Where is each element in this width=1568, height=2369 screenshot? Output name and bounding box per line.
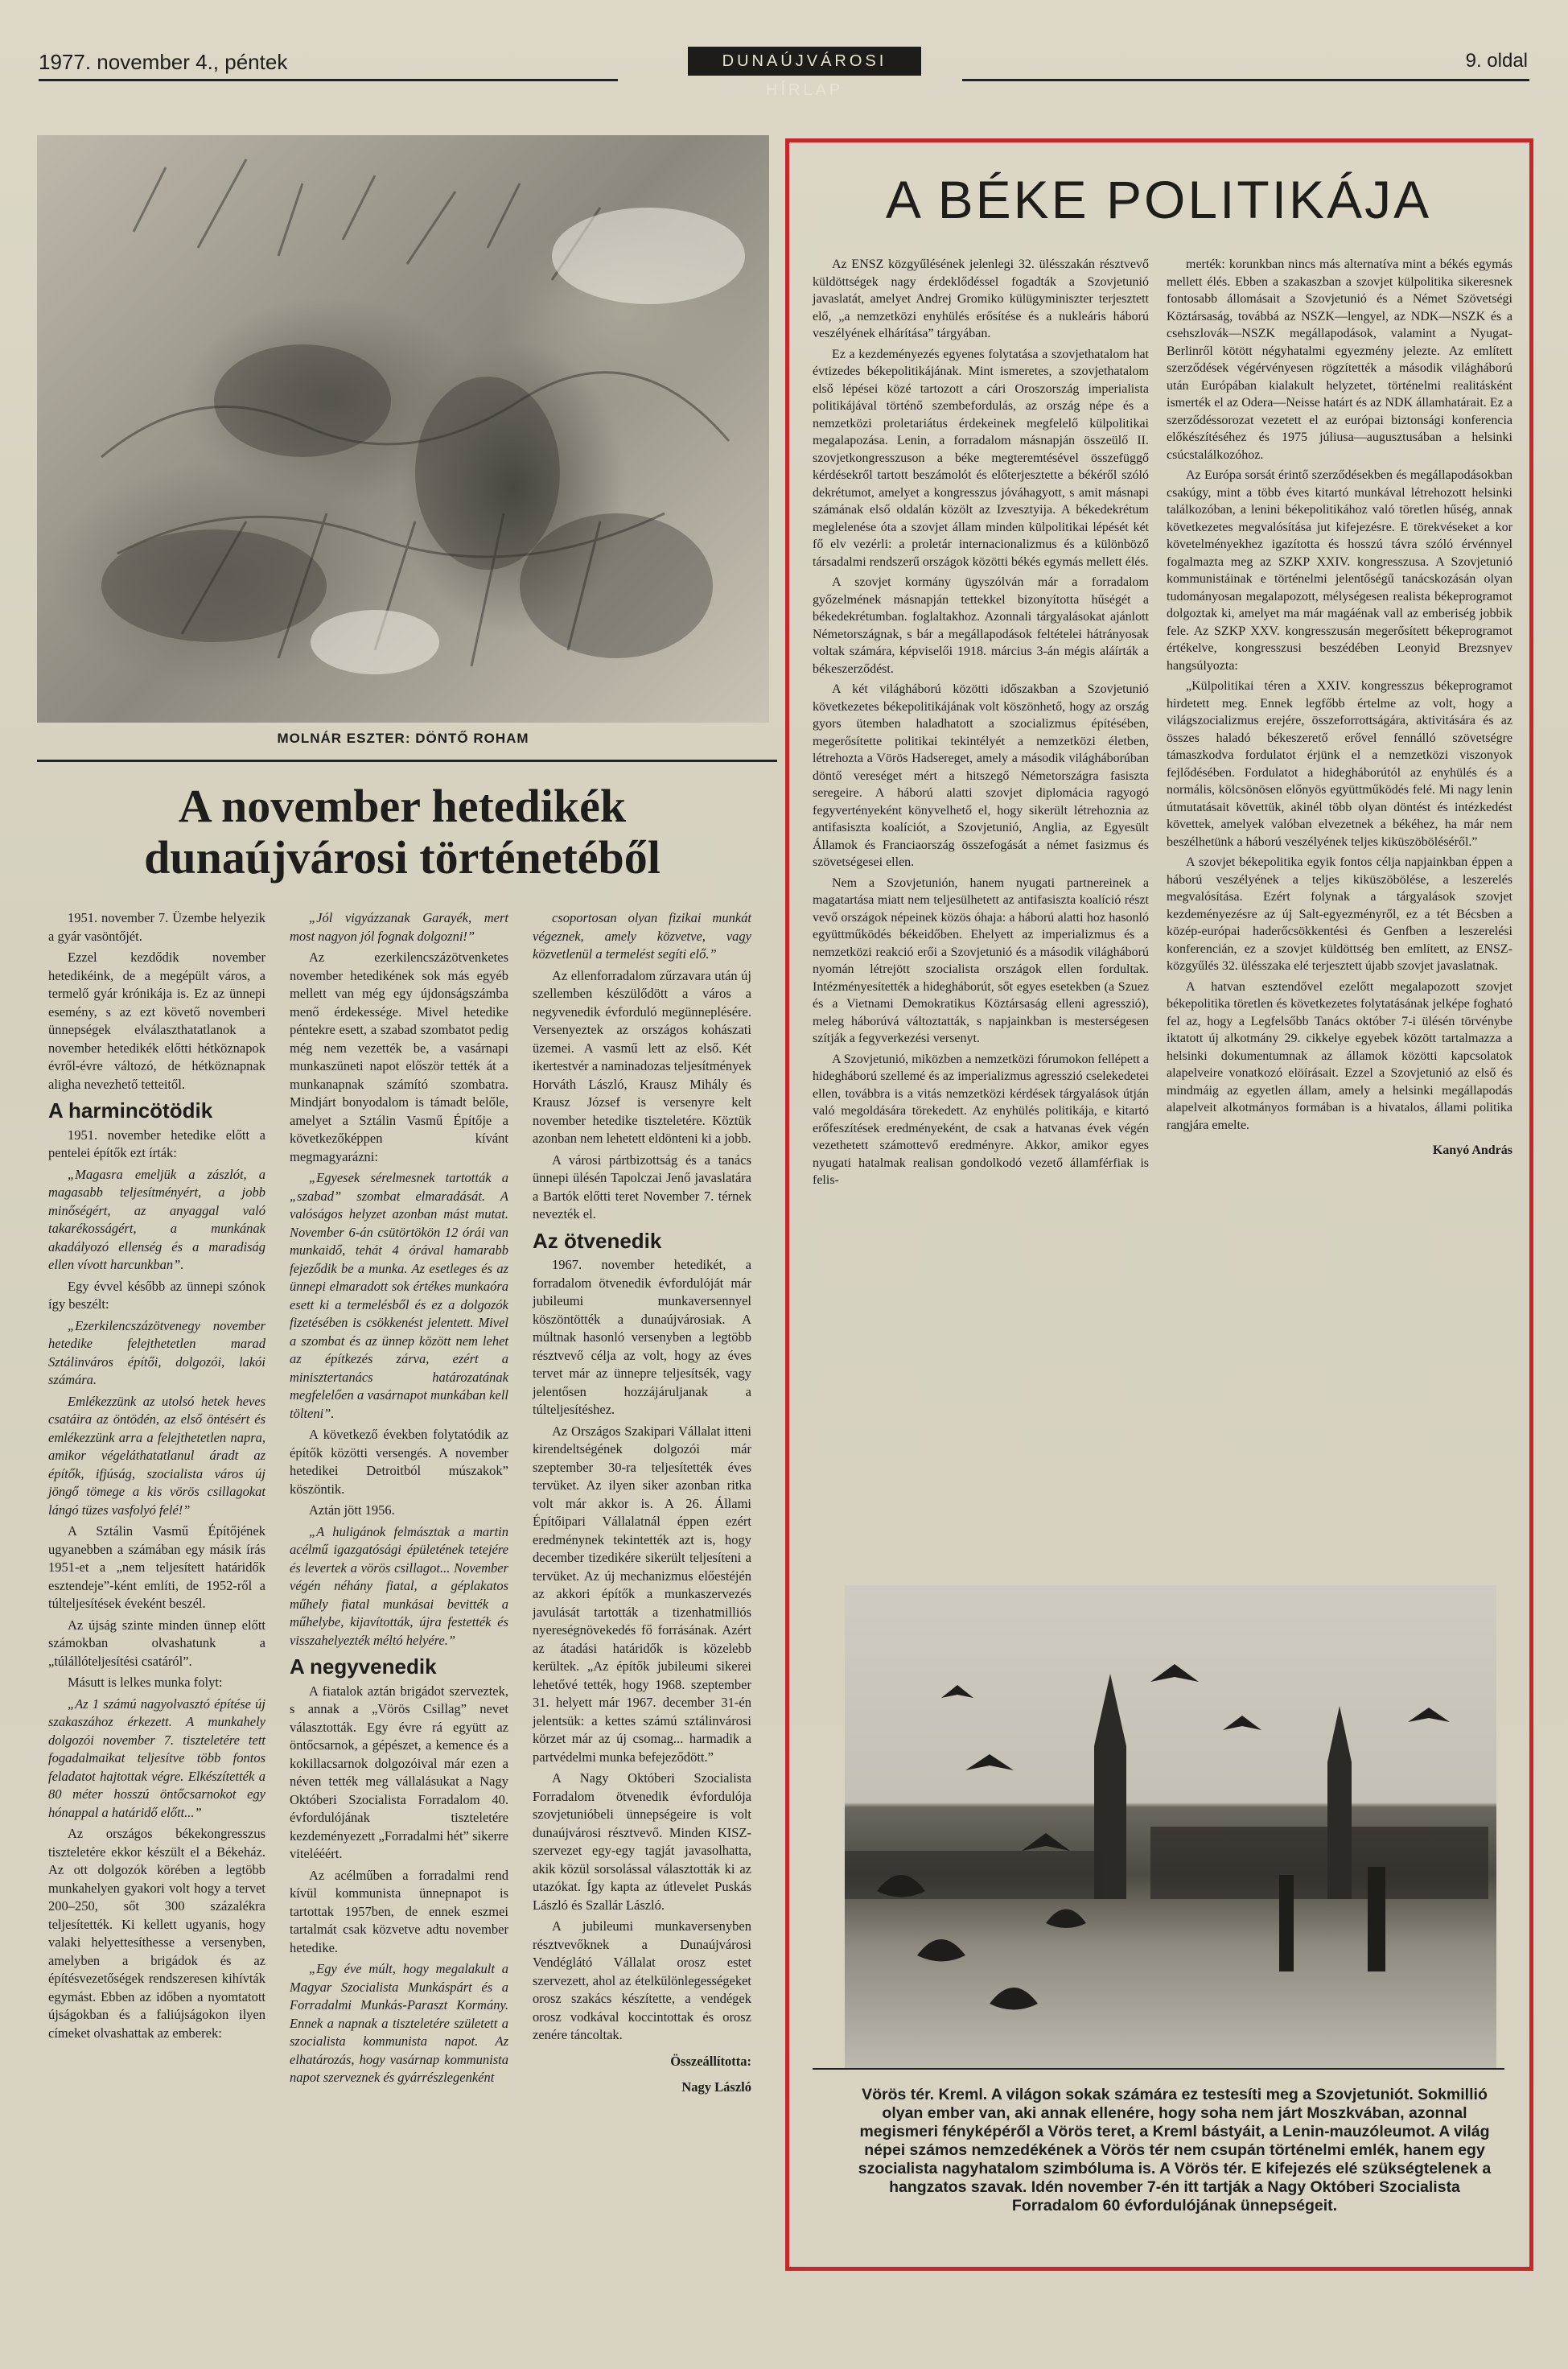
left-headline: A november hetedikék dunaújvárosi történetéből xyxy=(144,780,661,884)
paragraph: Nem a Szovjetunión, hanem nyugati partnereinek a magatartása miatt nem teljesülhetett az antifasiszta koalíció részt vevő országok népeinek közös óhaja: a háború alatti hoz hasonló együttműködés békeidőben. Ehelyett az imperializmus és a nemzetközi reakció erői a Szovjetunió és a második világháború nyomán létrejött szocialista országok ellen fordultak. Intézményesítették a hidegháborút, sőt egyes esetekben (a Szuez és a Vietnami Demokratikus Köztársaság elleni agresszió), meleg háborúvá változtatták, s napjainkban is mesterségesen szítják a fegyverkezési versenyt. xyxy=(813,876,1149,1045)
paragraph: Ez a kezdeményezés egyenes folytatása a szovjethatalom hat évtizedes békepolitikájának. Mint ismeretes, a szovjethatalom első lépései közé tartozott a cári Oroszország imperialista politikájával történő szembefordulás, az ország népe és a nemzetközi proletariátus érdekeinek megfelelő külpolitikai megalapozása. Lenin, a forradalom másnapján összeülő II. szovjetkongresszuson a béke megteremtésével összefüggő kérdésekről tartott beszámolót és előterjesztette a békéről szóló dekrétumot, amelyet a kongresszus jóváhagyott, s amit másnapi számának első oldalán közölt az Izvesztyija. A békedekrétum meglelenése óta a szovjet állam minden külpolitikai lépését két fő elv vezérli: a proletár internacionalizmus és a különböző társadalmi rendszerű országok közötti békés egymás mellett élés. xyxy=(813,347,1149,569)
author-name: Nagy László xyxy=(681,2079,751,2095)
paragraph: Az acélműben a forradalmi rend kívül kommunista ünnepnapot is tartottak 1957ben, de ennek eszmei tartalmát csak közvetve adtu november hetedike. xyxy=(290,1867,508,1955)
paragraph: merték: korunkban nincs más alternatíva mint a békés egymás mellett élés. Ebben a szakaszban a szovjet külpolitika sikeresnek fontosabb állomásait a Szovjetunió és a Német Szövetségi Köztársaság, továbbá az NSZK—lengyel, az NDK—NSZK és a csehszlovák—NSZK megállapodások, valamint a Nyugat-Berlinről kötött négyhatalmi egyezmény jelezte. Az említett szerződések végérvényesen rögzítették a második világháború után Európában kialakult helyzetet, történelmi realitásként ismerték el az Odera—Neisse határt és az NDK államhatárait. Ez a szerződéssorozat vezetett el az európai biztonsági konferencia előkészítéséhez és 1975 júliusa—augusztusában a helsinki csúcstalálkozóhoz. xyxy=(1167,258,1512,462)
box-col-2 xyxy=(1167,256,1512,1163)
left-article-col-3 xyxy=(533,909,751,2100)
paragraph: A két világháború közötti időszakban a Szovjetunió következetes békepolitikájának volt köszönhető, hogy az ország gyors ütemben haladhatott a szocializmus építésében, megerősítette politikai tekintélyét a nemzetközi életben, létrehozta a Vörös Hadsereget, amely a második világháborúban döntő vereséget mért a hitszegő Németországra fasiszta seregeire. A háború alatti szovjet diplomácia ragyogó fegyvertényeként könyvelhető el, hogy sikerült létrehoznia az antifasiszta koalíciót, a Szovjetunió, Anglia, az Egyesült Államok és Franciaország összefogását a német fasizmus és szövetségesei ellen. xyxy=(813,682,1149,869)
paragraph: A jubileumi munkaversenyben résztvevőknek a Dunaújvárosi Vendéglátó Vállalat orosz estet szervezett, ahol az ételkülönlegességeket orosz szakács készítette, a vendégek orosz vodkával koccintottak és orosz zenére táncoltak. xyxy=(533,1918,751,2042)
paragraph: „Külpolitikai téren a XXIV. kongresszus békeprogramot hirdetett meg. Ennek legfőbb értelme az volt, hogy a világszocializmus erejére, összeforrottságára, aktivitására és az összes haladó békeszerető erővel fennálló szövetségre támaszkodva fordulatot érjünk el a nemzetközi viszonyok fejlődésében. Fordulatot a hidegháborútól az enyhülés és a normális, kölcsönösen előnyös együttműködés felé. Mi nagy lenin útmutatásait követtük, akinél több olyan döntést és intézkedést követtek, amelyek valóban elvezetnek a békéhez, ha már nem beszélhetünk a háború veszélyének teljes kiküszöböléséről.” xyxy=(1167,679,1512,849)
paragraph: 1951. november 7. Üzembe helyezik a gyár vasöntőjét. xyxy=(48,910,265,944)
paragraph: Az országos békekongresszus tiszteletére ekkor készült el a Békeház. Az ott dolgozók körében a legtöbb munkahelyen gyakori volt hogy a tervet 200–250, sőt 300 százalékra teljesítették. Ki kellett ugyanis, hogy valaki helyettesíthesse a versenyben, amelyben a brigádok és az építésvezetőségek rendszeresen kihívták egymást. Ebben az időben a nyomtatott újságokban és a faliújságokon ilyen címeket olvashattak az emberek: xyxy=(48,1826,265,2041)
subheading: A harmincötödik xyxy=(48,1098,213,1123)
photo-caption-rule xyxy=(813,2068,1504,2070)
paragraph: 1967. november hetedikét, a forradalom ötvenedik évfordulóját már jubileumi munkaversennyel köszöntötték a dunaújvárosiak. A múltnak hasonló versenyben a legtöbb résztvevő célja az volt, hogy az éves tervet már az ünnepre teljesítsék, vagy jelentősen hozzájáruljanak a túlteljesítéshez. xyxy=(533,1257,751,1417)
paragraph: Aztán jött 1956. xyxy=(309,1502,395,1518)
paragraph: Emlékezzünk az utolsó hetek heves csatáira az öntödén, az első öntésért és emlékezzünk arra a felejthetetlen napra, amikor végeláthatatlanul áradt az építők, ifjúság, szocialista város új jöngő tömege a kis vörös csillagokat lángó tüzes vasfolyó felé!” xyxy=(48,1393,265,1518)
left-section-rule xyxy=(37,760,777,762)
paragraph: „Egy éve múlt, hogy megalakult a Magyar Szocialista Munkáspárt és a Forradalmi Munkás-Paraszt Kormány. Ennek a napnak a tiszteletére született a szocialista kommunista napot. Az elhatározás, hogy vasárnap kommunista napot szerveznek és gyárrészlegenként xyxy=(290,1961,508,2085)
author-credit-label: Összeállította: xyxy=(670,2053,751,2069)
paragraph: Az ellenforradalom zűrzavara után új szellemben készülődött a város a negyvenedik évforduló megünneplésére. Versenyeztek az országos kohászati üzemei. A vasmű lett az első. Két ikertestvér a naminadozas teljesítmények Horváth László, Krausz Mihály és Krausz József is versenyre kelt november hetedike tiszteletére. Köztük azonban nem lehetett eldönteni ki a jobb. xyxy=(533,967,751,1146)
painting-caption: MOLNÁR ESZTER: DÖNTŐ ROHAM xyxy=(277,731,529,746)
author-name: Kanyó András xyxy=(1432,1143,1512,1157)
paragraph: „Egyesek sérelmesnek tartották a „szabad” szombat elmaradását. A valóságos helyzet azonban mást mutat. November 6-án csütörtökön 12 órái van munkaidő, tehát 4 órával hamarabb fejeződik be a munka. Az esetleges és az ünnepi elmaradott sok értékes munkaóra esett ki a termelésből és ez a dolgozók fizetésében is csökkenést jelentett. Mivel a szombat és az ünnep között nem lehet az építkezés zárva, ezért a minisztertanács határozatának megfelelően a vasárnapot munkában kell tölteni”. xyxy=(290,1170,508,1421)
subheading: A negyvenedik xyxy=(290,1654,437,1679)
paragraph: „Magasra emeljük a zászlót, a magasabb teljesítményért, a jobb minőségért, az anyaggal való takarékosságért, a munkának akadályozó ellenség és a maradiság ellen vívott harcunkban”. xyxy=(48,1166,265,1272)
paragraph: Az ENSZ közgyűlésének jelenlegi 32. ülésszakán résztvevő küldöttségek nagy érdeklődéssel fogadták a Szovjetunió javaslatát, amelyet Andrej Gromiko külügyminiszter terjesztett elő, „a nemzetközi enyhülés erősítése és a nukleáris háború veszélyének elhárítása” tárgyában. xyxy=(813,258,1149,340)
paragraph: A következő években folytatódik az építők közötti versengés. A november hetedikei Detroitból múszakok” köszöntik. xyxy=(290,1427,508,1497)
header-rule-left xyxy=(39,79,618,81)
paragraph: A szovjet kormány ügyszólván már a forradalom győzelmének másnapján tettekkel bizonyította hűségét a békedekrétumban. foglaltakhoz. Azonnali tárgyalásokat ajánlott Németországnak, s bár a megállapodások feltételei hátrányosak voltak számára, képviselői 1918. március 3-án mégis aláírták a békeszerződést. xyxy=(813,575,1149,676)
paragraph: A fiatalok aztán brigádot szerveztek, s annak a „Vörös Csillag” nevet választották. Egy évre rá együtt az öntőcsarnok, a gépészet, a kemence és a kokillacsarnok dolgozóival már ezen a néven tették meg vállalásukat a Nagy Októberi Szocialista Forradalom 40. évfordulójának tiszteletére kezdeményezett „Forradalmi hét” sikerre vitelééért. xyxy=(290,1683,508,1861)
paragraph: csoportosan olyan fizikai munkát végeznek, amely közvetve, vagy közvetlenül a termelést segíti elő.” xyxy=(533,910,751,962)
paragraph: „Ezerkilencszázötvenegy november hetedike felejthetetlen marad Sztálinváros építői, dolgozói, lakói számára. xyxy=(48,1317,265,1387)
kremlin-pigeons-sketch xyxy=(845,1585,1496,2068)
paragraph: Az újság szinte minden ünnep előtt számokban olvashatunk a „túlállóteljesítési csatáról”. xyxy=(48,1617,265,1669)
subheading: Az ötvenedik xyxy=(533,1228,662,1253)
header-rule-right xyxy=(962,79,1529,81)
paragraph: A szovjet békepolitika egyik fontos célja napjainkban éppen a háború veszélyének a teljes kiküszöbölése, a leszerelés megvalósítása. Ezért folynak a tárgyalások szovjet kezdeményezésre az új Salt-egyezményről, ez a tét Bécsben a közép-európai haderőcsökkentési és Genfben a leszerelési konferencián, ez a szovjet küldöttség ben említett, az ENSZ-közgyűlés 32. ülésszaka elé terjesztett újabb szovjet javaslatnak. xyxy=(1167,855,1512,973)
masthead: DUNAÚJVÁROSI HÍRLAP xyxy=(688,47,921,76)
painting-sketch xyxy=(37,135,769,723)
paragraph: A városi pártbizottság és a tanács ünnepi ülésén Tapolczai Jenő javaslatára a Bartók előtti teret November 7. térnek nevezték el. xyxy=(533,1152,751,1222)
paragraph: Másutt is lelkes munka folyt: xyxy=(68,1675,223,1690)
left-article-col-2 xyxy=(290,909,508,2091)
paragraph: „Jól vigyázzanak Garayék, mert most nagyon jól fognak dolgozni!” xyxy=(290,910,508,944)
paragraph: A Szovjetunió, miközben a nemzetközi fórumokon fellépett a hidegháború szellemé és az imperializmus agresszió cselekedetei ellen, továbbra is a vitás nemzetközi kérdések tárgyalások útján való megoldására törekedett. Az enyhülés politikája, e kitartó erőfeszítések eredményeként, de csak a hatvanas évek végén vezethetett számottevő eredményre. Akkor, amikor egyes nyugati hatalmak realisan gondolkodó vezető államférfiak is felis- xyxy=(813,1052,1149,1187)
paragraph: Az ezerkilencszázötvenketes november hetedikének sok más egyéb mellett van még egy újdonságszámba menő érdekessége. Mivel hetedike péntekre esett, a szabad szombatot pedig még nem vezették be, a vasárnapi munkaszüneti napot először tették át a munkanapnak számító szombatra. Mindjárt bonyodalom is támadt belőle, amelyet a Sztálin Vasmű Építője a következőképpen kívánt megmagyarázni: xyxy=(290,950,508,1164)
left-article-col-1 xyxy=(48,909,265,2046)
box-col-1 xyxy=(813,256,1149,1193)
painting-photo xyxy=(37,135,769,723)
paragraph: A Sztálin Vasmű Építőjének ugyanebben a számában egy másik írás 1951-et a „nem teljesített határidők esztendeje”-ként említi, de 1952-ről a túlteljesítések éveként beszél. xyxy=(48,1523,265,1611)
red-square-photo xyxy=(845,1585,1496,2068)
paragraph: Az Országos Szakipari Vállalat itteni kirendeltségének dolgozói már szeptember 30-ra teljesítették éves tervüket. Az ilyen siker azonban ritka volt már akkor is. A 26. Állami Építőipari Vállalatnál éppen ezért eredménynek tekintették azt is, hogy december tizedikére sikerült teljesíteni a tervüket. Az új mechanizmus előestéjén az akkori építők a munkaszervezés javulását tartották a tizenhatmilliós nyereségnövekedés fő forrásának. Azért az átadási határidők is közelebb kerültek. „Az építők jubileumi sikerei lehetővé tették, hogy 1968. szeptember 31. helyett már 1967. december 31-én jelentsük: a kettes számú sztálinvárosi körzet már az új csomag... harmadik a partvédelmi munka befejeződött.” xyxy=(533,1423,751,1765)
paragraph: Egy évvel később az ünnepi szónok így beszélt: xyxy=(48,1278,265,1312)
box-title: A BÉKE POLITIKÁJA xyxy=(885,170,1432,229)
red-square-caption: Vörös tér. Kreml. A világon sokak számára ez testesíti meg a Szovjetuniót. Sokmillió olyan ember van, aki annak ellenére, hogy soha nem járt Moszkvában, azonnal megismeri fényképéről a Vörös teret, a Kreml bástyáit, a Lenin-mauzóleumot. A világ népei számos nemzedékének a Vörös tér nem csupán történelmi emlék, hanem egy szocialista nagyhatalom szimbóluma is. A Vörös tér. E kifejezés elé szükségtelenek a hangzatos szavak. Idén november 7-én itt tartják a Nagy Októberi Szocialista Forradalom 60 évfordulójának ünnepségeit. xyxy=(858,2086,1492,2214)
page-number: 9. oldal xyxy=(1465,50,1528,72)
paragraph: „A huligánok felmásztak a martin acélmű igazgatósági épületének tetejére és levertek a vörös csillagot... November végén néhány fiatal, a géplakatos műhely fiatal munkásai bevitték a műhelybe, kijavították, újra festették és visszahelyezték méltó helyére.” xyxy=(290,1523,508,1648)
paragraph: A Nagy Októberi Szocialista Forradalom ötvenedik évfordulója szovjetunióbeli ünnepségeire is volt dunaújvárosi résztvevő. Minden KISZ-szervezet egy-egy tagját javasolhatta, akik közül sorsolással választották ki az utazókat. Így kapta az útlevelet Puskás László és Szallár László. xyxy=(533,1770,751,1913)
header-date: 1977. november 4., péntek xyxy=(39,50,288,74)
paragraph: „Az 1 számú nagyolvasztó építése új szakaszához érkezett. A munkahely dolgozói november 7. tiszteletére tett fogadalmaikat teljesítve több fontos feladatot hajtottak végre. Elkészítették a 80 méter hosszú öntőcsarnokot egy hónappal a határidő előtt...” xyxy=(48,1695,265,1820)
paragraph: 1951. november hetedike előtt a pentelei építők ezt írták: xyxy=(48,1127,265,1160)
paragraph: Ezzel kezdődik november hetedikéink, de a megépült város, a termelő gyár krónikája is. Ez az ünnepi esemény, s az ezt követő novemberi ünnepségek elválaszthatatlanok a november hetedikék előtti hétköznapok évről-évre változó, de hétköznapnak aligha nevezhető tetteitől. xyxy=(48,950,265,1092)
paragraph: A hatvan esztendővel ezelőtt megalapozott szovjet békepolitika töretlen és következetes folytatásának jelképe fogható fel az, hogy a Legfelsőbb Tanács október 7-i ülésén törvénybe iktatott új alkotmány 29. cikkelye egyebek között tartalmazza a helsinki dokumentumnak az államok közötti kapcsolatok alapelveire vonatkozó elöírásait. Ezzel a Szovjetunió az első és mindmáig az egyetlen állam, amely a helsinki megállapodás alapelveit alkotmányos formában is a hivatalos, állami politika rangjára emelte. xyxy=(1167,979,1512,1132)
paragraph: Az Európa sorsát érintő szerződésekben és megállapodásokban csakúgy, mint a több éves kitartó munkával létrehozott helsinki találkozóban, a lenini békepolitikához való töretlen hűség, annak következetes megvalósítása jut kifejezésre. E törekvéseket a kor követelményekhez igazította és hosszú távra szóló érvénnyel fogalmazta meg az SZKP XXIV. kongresszusa. A Szovjetunió kommunistáinak e történelmi jelentőségű tanácskozásán olyan tudományosan megalapozott, mélységesen realista békeprogramot dolgoztak ki, amelyet ma már magáénak vall az emberiség jobbik fele. Az SZKP XXV. kongresszusán megerősített békeprogramot értékelve, kongresszusi beszédében Leonyid Brezsnyev hangsúlyozta: xyxy=(1167,468,1512,673)
